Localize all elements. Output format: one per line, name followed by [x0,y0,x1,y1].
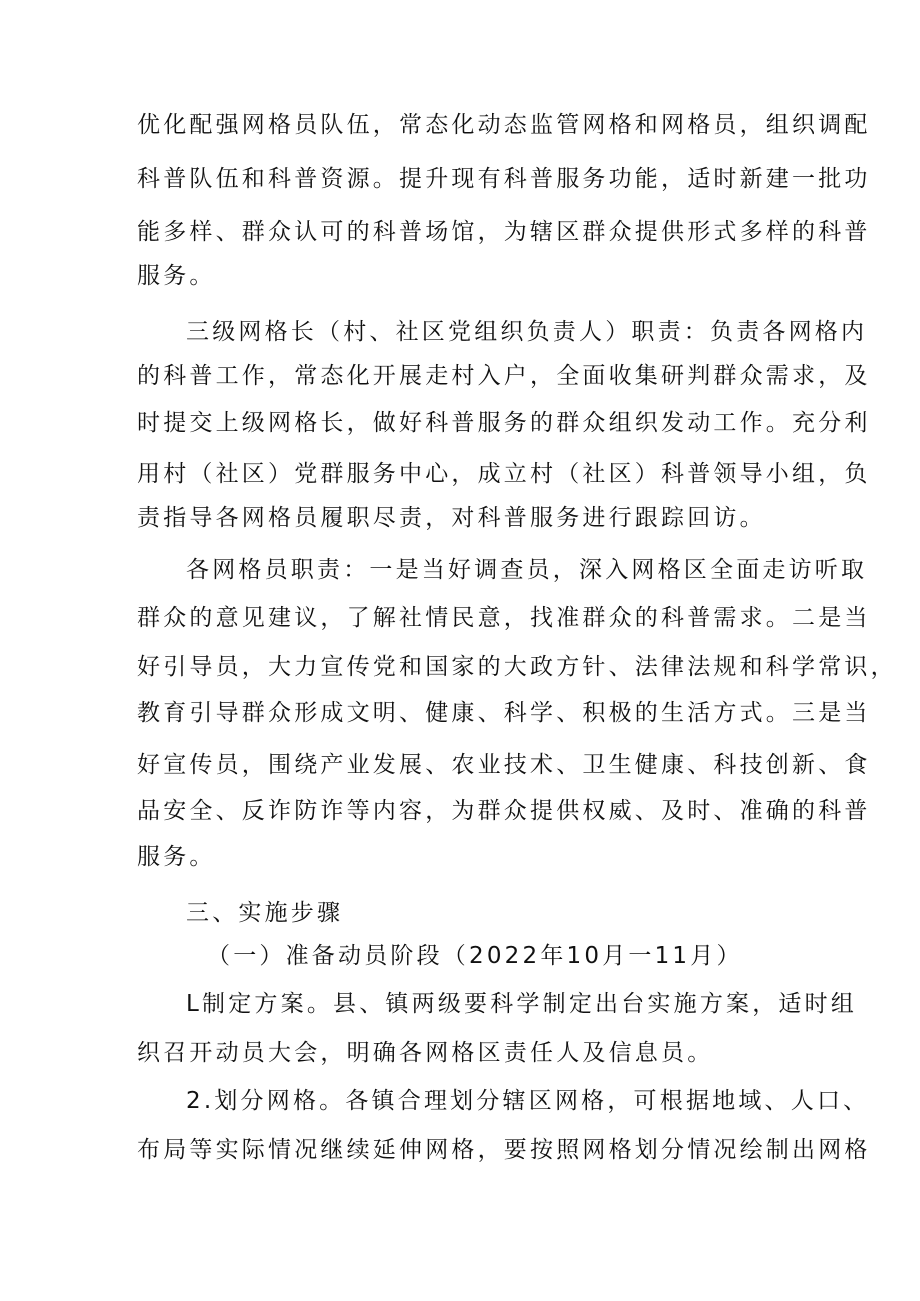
body-text-line: 用村（社区）党群服务中心，成立村（社区）科普领导小组，负 [137,461,871,487]
body-text-line: 服务。 [137,263,216,289]
body-text-line: 优化配强网格员队伍，常态化动态监管网格和网格员，组织调配 [137,112,871,138]
body-text-line: 织召开动员大会，明确各网格区责任人及信息员。 [137,1040,714,1066]
body-text-line: 教育引导群众形成文明、健康、科学、积极的生活方式。三是当 [137,700,871,726]
body-text-line: 好宣传员，围绕产业发展、农业技术、卫生健康、科技创新、食 [137,752,871,778]
paragraph-first-line: 2.划分网格。各镇合理划分辖区网格，可根据地域、人口、 [186,1088,870,1114]
subsection-heading: （一）准备动员阶段（2022年10月一11月） [207,943,743,969]
body-text-line: 的科普工作，常态化开展走村入户，全面收集研判群众需求，及 [137,363,871,389]
section-heading: 三、实施步骤 [186,900,344,926]
body-text-line: 责指导各网格员履职尽责，对科普服务进行跟踪回访。 [137,505,766,531]
paragraph-first-line: 三级网格长（村、社区党组织负责人）职责：负责各网格内 [186,319,868,345]
body-text-line: 科普队伍和科普资源。提升现有科普服务功能，适时新建一批功 [137,166,871,192]
paragraph-first-line: L制定方案。县、镇两级要科学制定出台实施方案，适时组 [186,991,858,1017]
body-text-line: 能多样、群众认可的科普场馆，为辖区群众提供形式多样的科普 [137,219,871,245]
body-text-line: 服务。 [137,844,216,870]
body-text-line: 群众的意见建议，了解社情民意，找准群众的科普需求。二是当 [137,605,871,631]
body-text-line: 品安全、反诈防诈等内容，为群众提供权威、及时、准确的科普 [137,798,871,824]
body-text-line: 时提交上级网格长，做好科普服务的群众组织发动工作。充分利 [137,410,871,436]
paragraph-first-line: 各网格员职责：一是当好调查员，深入网格区全面走访听取 [186,557,868,583]
body-text-line: 好引导员，大力宣传党和国家的大政方针、法律法规和科学常识， [137,654,897,680]
body-text-line: 布局等实际情况继续延伸网格，要按照网格划分情况绘制出网格 [137,1137,871,1163]
